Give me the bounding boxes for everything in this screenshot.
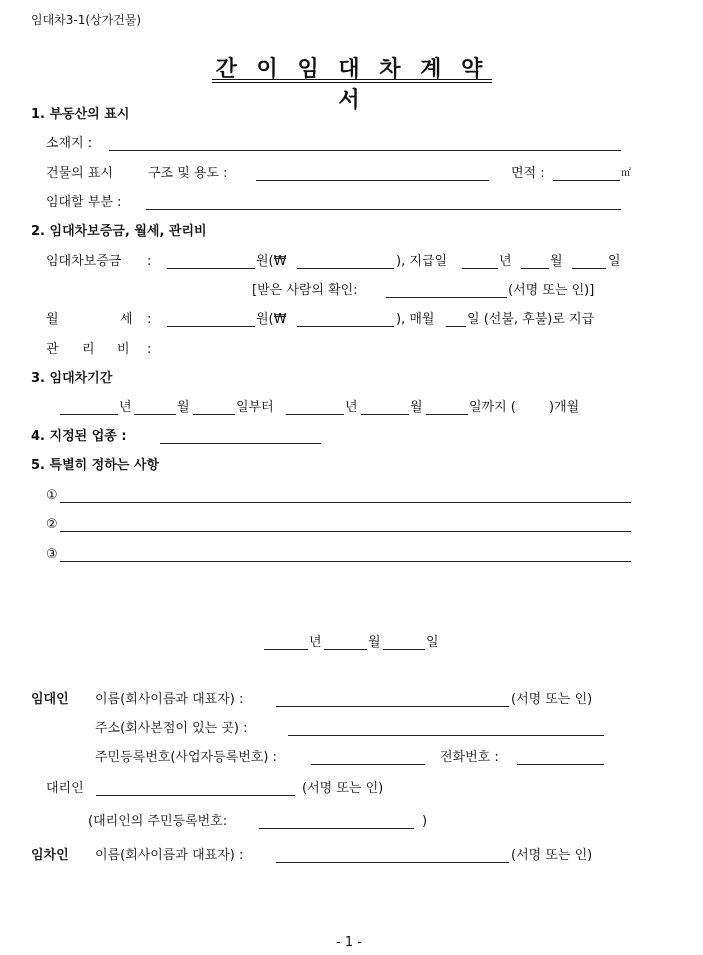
prepay-postpay-label: 일 (선불, 후불)로 지급 [467, 312, 595, 327]
contract-day-field[interactable] [383, 649, 425, 650]
contract-year-label: 년 [309, 635, 322, 650]
area-unit: ㎡ [621, 168, 631, 179]
lessee-name-label: 이름(회사이름과 대표자) : [95, 848, 244, 863]
deposit-numeric-field[interactable] [297, 268, 394, 269]
monthly-label: ), 매월 [396, 312, 435, 327]
structure-field[interactable] [256, 180, 489, 181]
contract-year-field[interactable] [264, 649, 308, 650]
from-label: 일부터 [236, 400, 274, 415]
special-item-3-marker: ③ [46, 547, 58, 562]
end-year-field[interactable] [286, 414, 344, 415]
agent-label: 대리인 [46, 781, 84, 796]
area-field[interactable] [553, 180, 620, 181]
agent-sign-label: (서명 또는 인) [302, 781, 384, 796]
day-label: 일 [608, 254, 621, 269]
page-number: - 1 - [336, 935, 362, 950]
lessee-name-field[interactable] [276, 862, 509, 863]
lessor-name-label: 이름(회사이름과 대표자) : [95, 692, 244, 707]
won-label: 원(₩ [256, 312, 287, 327]
start-year-label: 년 [119, 400, 132, 415]
agent-name-field[interactable] [96, 795, 295, 796]
rent-numeric-field[interactable] [297, 326, 394, 327]
payment-day-field[interactable] [572, 268, 606, 269]
agent-id-field[interactable] [259, 828, 414, 829]
receipt-confirm-label: [받은 사람의 확인: [252, 283, 358, 298]
lessor-address-label: 주소(회사본점이 있는 곳) : [95, 721, 248, 736]
section-3-heading: 3. 임대차기간 [31, 371, 113, 386]
lease-part-field[interactable] [146, 209, 621, 210]
lessor-sign-label: (서명 또는 인) [511, 692, 593, 707]
contract-month-field[interactable] [324, 649, 367, 650]
rent-amount-field[interactable] [167, 326, 255, 327]
special-item-2-field[interactable] [60, 531, 631, 532]
structure-label: 구조 및 용도 : [148, 166, 228, 181]
lessor-phone-label: 전화번호 : [440, 750, 499, 765]
until-label: 일까지 ( [469, 400, 516, 415]
contract-month-label: 월 [368, 635, 381, 650]
payment-date-label: ), 지급일 [396, 254, 448, 269]
year-label: 년 [499, 254, 512, 269]
lessor-id-field[interactable] [311, 764, 425, 765]
page-title: 간 이 임 대 차 계 약 서 [215, 57, 489, 113]
receipt-sign-label: (서명 또는 인)] [508, 283, 595, 298]
lessor-label: 임대인 [31, 692, 69, 707]
rent-day-field[interactable] [446, 326, 466, 327]
mgmt-label-2: 리 [82, 342, 95, 357]
end-day-field[interactable] [426, 414, 468, 415]
agent-id-close: ) [422, 814, 428, 829]
lease-part-label: 임대할 부분 : [46, 195, 122, 210]
mgmt-label-1: 관 [46, 342, 59, 357]
special-item-1-field[interactable] [60, 502, 631, 503]
rent-label-2: 세 [120, 312, 133, 327]
start-day-field[interactable] [193, 414, 235, 415]
rent-label-1: 월 [46, 312, 59, 327]
lessor-address-field[interactable] [288, 735, 604, 736]
lessor-phone-field[interactable] [517, 764, 604, 765]
start-month-field[interactable] [134, 414, 176, 415]
mgmt-label-3: 비 [117, 342, 130, 357]
end-year-label: 년 [345, 400, 358, 415]
end-month-field[interactable] [361, 414, 409, 415]
section-5-heading: 5. 특별히 정하는 사항 [31, 458, 160, 473]
payment-year-field[interactable] [462, 268, 498, 269]
agent-id-label: (대리인의 주민등록번호: [88, 814, 228, 829]
location-label: 소재지 : [46, 136, 93, 151]
lessor-id-label: 주민등록번호(사업자등록번호) : [95, 750, 277, 765]
form-code: 임대차3-1(상가건물) [31, 13, 142, 27]
start-year-field[interactable] [60, 414, 118, 415]
area-label: 면적 : [511, 166, 545, 181]
months-label: )개월 [549, 400, 580, 415]
end-month-label: 월 [410, 400, 423, 415]
section-2-heading: 2. 임대차보증금, 월세, 관리비 [31, 224, 207, 239]
colon: : [147, 254, 152, 269]
lessee-label: 임차인 [31, 848, 69, 863]
special-item-2-marker: ② [46, 517, 58, 532]
colon: : [147, 342, 152, 357]
section-1-heading: 1. 부동산의 표시 [31, 107, 130, 122]
won-label: 원(₩ [256, 254, 287, 269]
title-underline [212, 79, 492, 80]
title-underline [212, 82, 492, 83]
section-4-heading: 4. 지정된 업종 : [31, 429, 127, 444]
receipt-confirm-field[interactable] [386, 297, 507, 298]
location-field[interactable] [109, 150, 621, 151]
month-label: 월 [550, 254, 563, 269]
building-label: 건물의 표시 [46, 166, 113, 181]
deposit-label: 임대차보증금 [46, 254, 122, 269]
colon: : [147, 312, 152, 327]
special-item-1-marker: ① [46, 488, 58, 503]
lessee-sign-label: (서명 또는 인) [511, 848, 593, 863]
start-month-label: 월 [177, 400, 190, 415]
lessor-name-field[interactable] [276, 706, 509, 707]
contract-day-label: 일 [426, 635, 439, 650]
payment-month-field[interactable] [521, 268, 549, 269]
deposit-amount-field[interactable] [167, 268, 255, 269]
business-type-field[interactable] [160, 443, 321, 444]
special-item-3-field[interactable] [60, 561, 631, 562]
